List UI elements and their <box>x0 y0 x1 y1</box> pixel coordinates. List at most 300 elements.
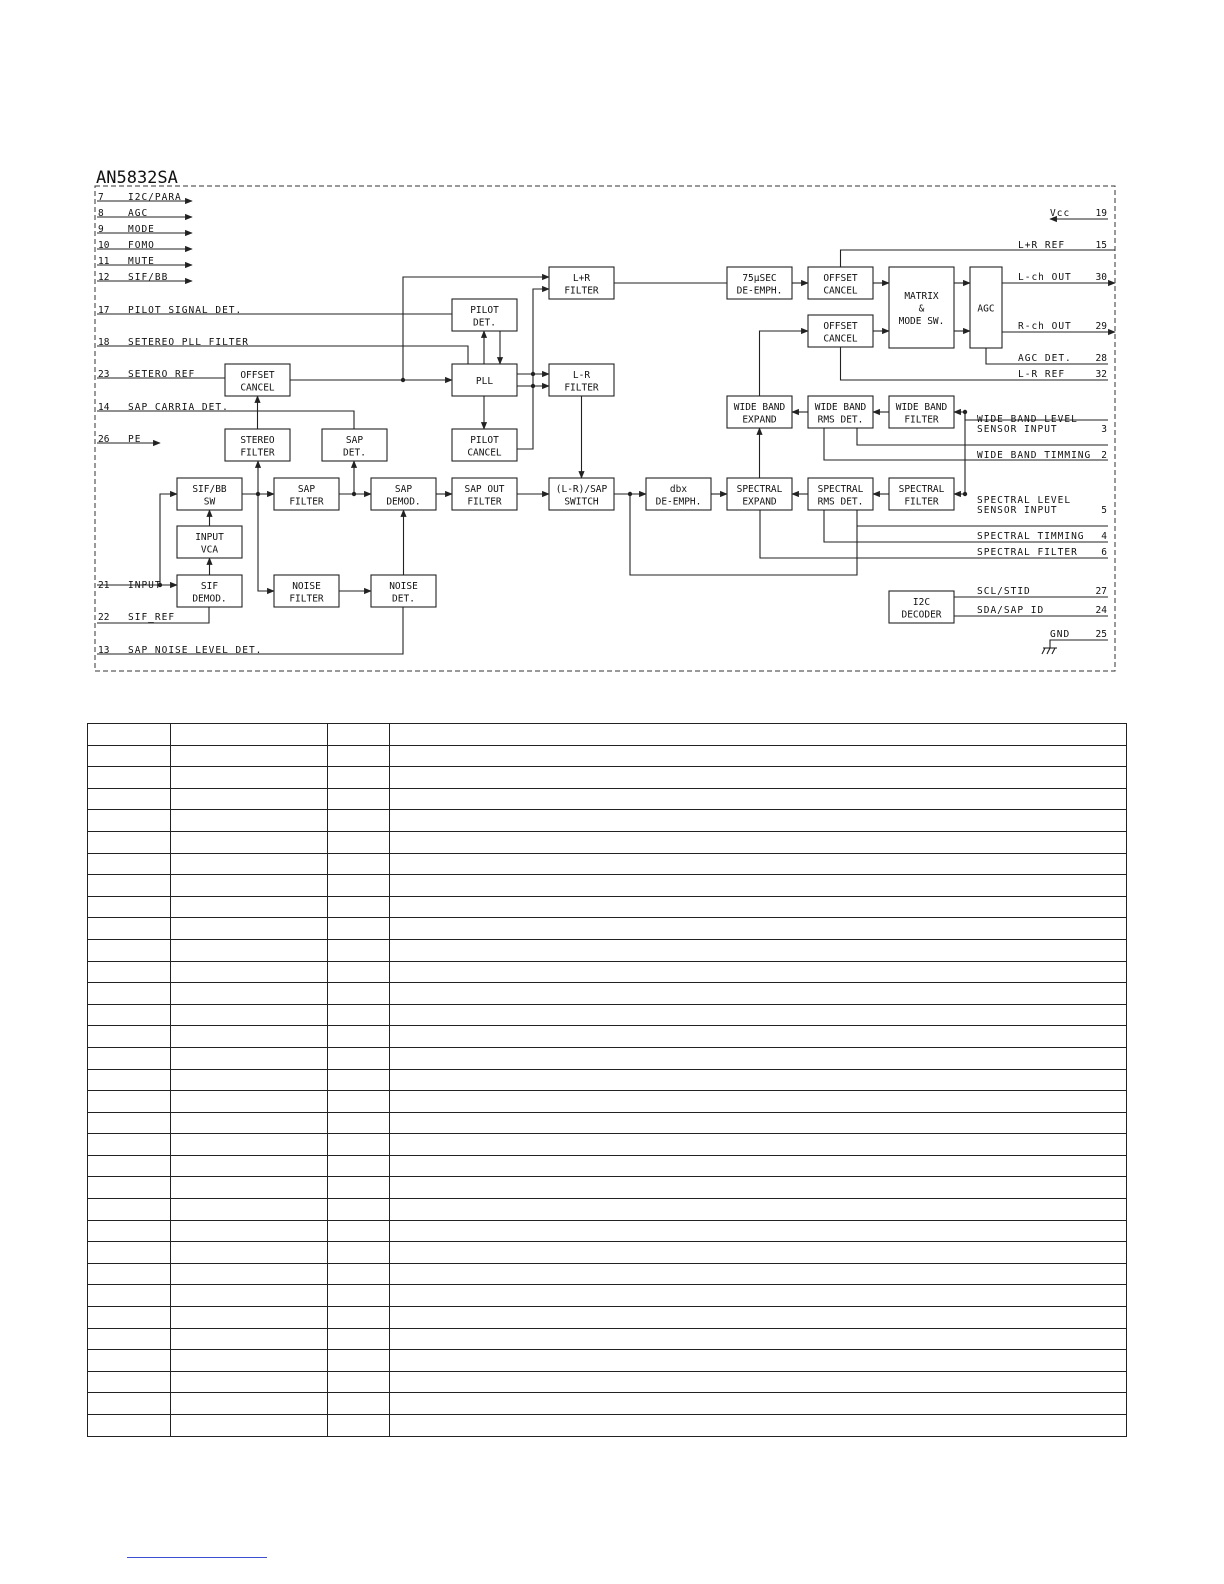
junction-dot <box>963 492 967 496</box>
table-row <box>88 1155 1127 1177</box>
table-cell <box>328 1004 390 1026</box>
table-cell <box>328 1263 390 1285</box>
table-cell <box>88 939 171 961</box>
block-label: CANCEL <box>467 447 502 459</box>
block-label: DE-EMPH. <box>736 285 783 297</box>
table-cell <box>328 939 390 961</box>
table-cell <box>171 724 328 746</box>
block-label: FILTER <box>289 496 324 508</box>
table-cell <box>328 1415 390 1437</box>
pin-number-5: 5 <box>1101 505 1107 516</box>
table-cell <box>171 1285 328 1307</box>
table-cell <box>328 767 390 789</box>
pin-label-8: AGC <box>128 208 149 219</box>
table-cell <box>171 1242 328 1264</box>
block-label: MATRIX <box>904 291 939 302</box>
table-cell <box>328 1112 390 1134</box>
table-row <box>88 1112 1127 1134</box>
pin-number-27: 27 <box>1095 586 1107 597</box>
table-cell <box>328 1091 390 1113</box>
block-label: (L-R)/SAP <box>555 483 608 495</box>
block-label: FILTER <box>289 593 324 605</box>
table-cell <box>171 1155 328 1177</box>
table-cell <box>328 875 390 897</box>
table-cell <box>171 1415 328 1437</box>
table-cell <box>328 1393 390 1415</box>
pin-number-32: 32 <box>1095 369 1107 380</box>
pin-label-28: AGC DET. <box>1018 353 1072 364</box>
pin-label-32: L-R REF <box>1018 369 1066 380</box>
table-row <box>88 1047 1127 1069</box>
block-i2c-decoder <box>889 591 954 623</box>
table-row <box>88 875 1127 897</box>
block-label: CANCEL <box>823 285 858 297</box>
block-label: SAP <box>297 483 316 495</box>
table-cell <box>328 983 390 1005</box>
block-label: FILTER <box>240 447 275 459</box>
pin-number-3: 3 <box>1101 424 1107 435</box>
block-label: NOISE <box>292 580 321 592</box>
block-sap-filter <box>274 478 339 510</box>
table-cell <box>171 810 328 832</box>
table-cell <box>88 724 171 746</box>
block-label: DECODER <box>901 609 942 621</box>
table-cell <box>171 918 328 940</box>
table-row <box>88 1371 1127 1393</box>
block-label: WIDE BAND <box>895 401 948 413</box>
pin-number-26: 26 <box>98 434 110 445</box>
table-cell <box>328 745 390 767</box>
block-dbx-de-emph <box>646 478 711 510</box>
table-row <box>88 1393 1127 1415</box>
table-cell <box>328 1242 390 1264</box>
block-label: SPECTRAL <box>817 483 864 495</box>
table-cell <box>88 1112 171 1134</box>
table-cell <box>88 1220 171 1242</box>
block-label: SAP <box>394 483 413 495</box>
wire-pin15 <box>841 250 1116 267</box>
table-cell <box>88 1263 171 1285</box>
table-cell <box>88 810 171 832</box>
table-cell <box>328 1047 390 1069</box>
table-cell <box>390 745 1127 767</box>
table-cell <box>171 1069 328 1091</box>
table-cell <box>88 788 171 810</box>
block-pilot-cancel <box>452 429 517 461</box>
table-cell <box>328 724 390 746</box>
pin-label-30: L-ch OUT <box>1018 272 1072 283</box>
table-row <box>88 1004 1127 1026</box>
table-cell <box>328 961 390 983</box>
table-cell <box>390 1242 1127 1264</box>
table-cell <box>171 1091 328 1113</box>
block-diagram <box>0 0 1224 700</box>
pin-label-5: SENSOR INPUT <box>977 505 1058 516</box>
table-cell <box>88 853 171 875</box>
table-cell <box>390 1285 1127 1307</box>
table-cell <box>88 1026 171 1048</box>
block-label: OFFSET <box>240 369 275 381</box>
pin-number-6: 6 <box>1101 547 1107 558</box>
pin-label-21: INPUT <box>128 580 162 591</box>
block-pilot-det <box>452 299 517 331</box>
block-input-vca <box>177 526 242 558</box>
pin-label-11: MUTE <box>128 256 155 267</box>
table-cell <box>88 1328 171 1350</box>
table-cell <box>390 1069 1127 1091</box>
table-cell <box>171 1328 328 1350</box>
table-cell <box>88 1307 171 1329</box>
pin-number-4: 4 <box>1101 531 1107 542</box>
table-cell <box>328 853 390 875</box>
block-matrix-mode-sw <box>889 267 954 348</box>
pin-number-22: 22 <box>98 612 110 623</box>
table-row <box>88 918 1127 940</box>
table-row <box>88 1199 1127 1221</box>
table-cell <box>171 1134 328 1156</box>
pin-label-29: R-ch OUT <box>1018 321 1072 332</box>
table-row <box>88 831 1127 853</box>
block-label: AGC <box>977 303 995 315</box>
table-row <box>88 767 1127 789</box>
block-lr-sap-switch <box>549 478 614 510</box>
block-label: WIDE BAND <box>733 401 786 413</box>
block-label: L-R <box>572 369 591 381</box>
table-cell <box>328 1199 390 1221</box>
table-cell <box>328 1177 390 1199</box>
table-cell <box>390 983 1127 1005</box>
block-noise-filter <box>274 575 339 607</box>
pin-label-5: SPECTRAL LEVEL <box>977 495 1072 506</box>
table-cell <box>328 1069 390 1091</box>
block-de-emph-75 <box>727 267 792 299</box>
pin-number-21: 21 <box>98 580 110 591</box>
table-row <box>88 1069 1127 1091</box>
block-label: PILOT <box>470 434 499 446</box>
block-label: SAP <box>345 434 364 446</box>
table-cell <box>88 1177 171 1199</box>
pin-label-3: SENSOR INPUT <box>977 424 1058 435</box>
block-label: RMS DET. <box>817 414 864 426</box>
table-cell <box>171 767 328 789</box>
table-cell <box>88 896 171 918</box>
block-label: & <box>918 303 925 315</box>
wire-input-to-sw <box>160 494 177 585</box>
table-cell <box>390 1112 1127 1134</box>
pin-label-14: SAP CARRIA DET. <box>128 402 229 413</box>
wire-gnd <box>1050 640 1108 648</box>
table-cell <box>171 745 328 767</box>
table-cell <box>390 1350 1127 1372</box>
table-cell <box>390 1134 1127 1156</box>
table-row <box>88 1091 1127 1113</box>
table-cell <box>390 1004 1127 1026</box>
table-cell <box>390 724 1127 746</box>
table-cell <box>171 1350 328 1372</box>
table-row <box>88 1415 1127 1437</box>
table-cell <box>390 1155 1127 1177</box>
block-spectral-filter <box>889 478 954 510</box>
table-cell <box>88 1393 171 1415</box>
pin-label-27: SCL/STID <box>977 586 1031 597</box>
table-row <box>88 810 1127 832</box>
pin-label-22: SIF_REF <box>128 612 176 623</box>
block-label: SWITCH <box>564 496 599 508</box>
block-label: SPECTRAL <box>898 483 945 495</box>
table-row <box>88 1350 1127 1372</box>
table-cell <box>390 831 1127 853</box>
block-sap-det <box>322 429 387 461</box>
table-row <box>88 961 1127 983</box>
table-cell <box>88 1091 171 1113</box>
table-cell <box>88 1242 171 1264</box>
table-row <box>88 1307 1127 1329</box>
table-cell <box>328 1307 390 1329</box>
pin-number-2: 2 <box>1101 450 1107 461</box>
table-cell <box>171 1047 328 1069</box>
table-cell <box>171 983 328 1005</box>
pin-label-23: SETERO REF <box>128 369 196 380</box>
table-cell <box>328 1328 390 1350</box>
table-cell <box>328 1026 390 1048</box>
table-cell <box>171 1026 328 1048</box>
table-row <box>88 1177 1127 1199</box>
block-label: dbx <box>669 483 688 495</box>
table-row <box>88 896 1127 918</box>
pin-number-25: 25 <box>1095 629 1107 640</box>
pin-label-18: SETEREO PLL FILTER <box>128 337 249 348</box>
table-cell <box>88 875 171 897</box>
table-row <box>88 745 1127 767</box>
table-cell <box>328 1134 390 1156</box>
table-cell <box>390 961 1127 983</box>
table-cell <box>328 831 390 853</box>
pin-number-8: 8 <box>98 208 104 219</box>
pin-number-13: 13 <box>98 645 110 656</box>
table-cell <box>171 1263 328 1285</box>
footer-link-underline <box>127 1557 267 1558</box>
table-cell <box>171 1177 328 1199</box>
block-label: OFFSET <box>823 320 858 332</box>
table-cell <box>88 1134 171 1156</box>
pin-number-9: 9 <box>98 224 104 235</box>
table-cell <box>171 831 328 853</box>
pin-number-19: 19 <box>1095 208 1107 219</box>
table-cell <box>171 1004 328 1026</box>
table-cell <box>328 1220 390 1242</box>
wire-pilotcancel-lrplus <box>517 289 549 449</box>
block-label: DEMOD. <box>192 593 227 605</box>
block-label: DEMOD. <box>386 496 421 508</box>
table-cell <box>390 1371 1127 1393</box>
block-label: FILTER <box>904 496 939 508</box>
block-label: FILTER <box>564 382 599 394</box>
table-cell <box>328 1371 390 1393</box>
pin-number-14: 14 <box>98 402 110 413</box>
pin-label-12: SIF/BB <box>128 272 169 283</box>
table-cell <box>328 810 390 832</box>
table-row <box>88 853 1127 875</box>
table-cell <box>171 788 328 810</box>
table-row <box>88 1026 1127 1048</box>
table-cell <box>328 1350 390 1372</box>
block-label: OFFSET <box>823 272 858 284</box>
pin-label-25: GND <box>1050 629 1071 640</box>
block-spectral-rms-det <box>808 478 873 510</box>
block-label: DET. <box>473 317 496 329</box>
block-label: SW <box>203 496 216 508</box>
block-label: RMS DET. <box>817 496 864 508</box>
table-cell <box>88 983 171 1005</box>
wire-wbexp-offset <box>760 331 809 396</box>
pin-label-7: I2C/PARA <box>128 192 182 203</box>
block-label: SPECTRAL <box>736 483 783 495</box>
pin-number-24: 24 <box>1095 605 1107 616</box>
table-cell <box>171 1371 328 1393</box>
block-sap-demod <box>371 478 436 510</box>
pin-number-18: 18 <box>98 337 110 348</box>
pin-label-15: L+R REF <box>1018 240 1066 251</box>
ground-symbol-icon <box>1042 648 1057 654</box>
table-row <box>88 1220 1127 1242</box>
wire-sw-noisefilter <box>258 494 274 591</box>
pin-number-12: 12 <box>98 272 110 283</box>
table-cell <box>171 1199 328 1221</box>
block-label: SAP OUT <box>464 483 505 495</box>
table-cell <box>390 1328 1127 1350</box>
table-cell <box>390 853 1127 875</box>
table-row <box>88 1263 1127 1285</box>
table-cell <box>390 1263 1127 1285</box>
table-cell <box>171 1307 328 1329</box>
block-label: FILTER <box>904 414 939 426</box>
pin-number-30: 30 <box>1095 272 1107 283</box>
table-cell <box>328 1285 390 1307</box>
table-row <box>88 724 1127 746</box>
table-cell <box>88 1069 171 1091</box>
table-cell <box>390 1047 1127 1069</box>
block-lr-minus-filter <box>549 364 614 396</box>
pin-number-15: 15 <box>1095 240 1107 251</box>
table-cell <box>88 918 171 940</box>
table-cell <box>390 810 1127 832</box>
pin-label-3: WIDE BAND LEVEL <box>977 414 1078 425</box>
block-offset-cancel-mid <box>808 315 873 347</box>
wire-stereo-pll-filter <box>97 346 468 364</box>
pin-number-7: 7 <box>98 192 104 203</box>
table-cell <box>88 1371 171 1393</box>
table-cell <box>328 788 390 810</box>
pin-label-10: FOMO <box>128 240 155 251</box>
block-label: STEREO <box>240 434 275 446</box>
block-wide-band-rms-det <box>808 396 873 428</box>
block-label: EXPAND <box>742 414 777 426</box>
pin-label-4: SPECTRAL TIMMING <box>977 531 1085 542</box>
pin-label-19: Vcc <box>1050 208 1071 219</box>
table-cell <box>171 875 328 897</box>
block-label: DE-EMPH. <box>655 496 702 508</box>
block-label: PLL <box>475 376 494 387</box>
block-agc <box>970 267 1002 348</box>
table-cell <box>390 1091 1127 1113</box>
table-cell <box>171 853 328 875</box>
table-cell <box>390 875 1127 897</box>
table-row <box>88 1328 1127 1350</box>
block-label: WIDE BAND <box>814 401 867 413</box>
block-label: DET. <box>343 447 366 459</box>
block-offset-cancel-left <box>225 364 290 396</box>
block-wide-band-expand <box>727 396 792 428</box>
block-label: L+R <box>572 272 591 284</box>
table-cell <box>390 1220 1127 1242</box>
table-cell <box>390 1393 1127 1415</box>
block-label: FILTER <box>564 285 599 297</box>
table-row <box>88 983 1127 1005</box>
table-cell <box>88 1199 171 1221</box>
wire-sap-carria-det <box>97 411 354 429</box>
table-cell <box>390 918 1127 940</box>
table-row <box>88 1242 1127 1264</box>
table-cell <box>328 1155 390 1177</box>
block-lr-plus-filter <box>549 267 614 299</box>
table-row <box>88 939 1127 961</box>
table-cell <box>328 896 390 918</box>
table-cell <box>390 767 1127 789</box>
pin-label-13: SAP NOISE LEVEL DET. <box>128 645 263 656</box>
pin-label-17: PILOT SIGNAL DET. <box>128 305 243 316</box>
block-stereo-filter <box>225 429 290 461</box>
table-cell <box>390 1307 1127 1329</box>
block-spectral-expand <box>727 478 792 510</box>
block-label: CANCEL <box>240 382 275 394</box>
table-cell <box>171 961 328 983</box>
block-sap-out-filter <box>452 478 517 510</box>
table-cell <box>88 831 171 853</box>
table-cell <box>171 939 328 961</box>
table-cell <box>390 788 1127 810</box>
block-label: CANCEL <box>823 333 858 345</box>
pin-number-23: 23 <box>98 369 110 380</box>
block-label: EXPAND <box>742 496 777 508</box>
block-sif-demod <box>177 575 242 607</box>
table-row <box>88 788 1127 810</box>
pin-number-11: 11 <box>98 256 110 267</box>
table-cell <box>390 939 1127 961</box>
block-label: VCA <box>200 544 219 556</box>
block-wide-band-filter <box>889 396 954 428</box>
block-label: NOISE <box>389 580 418 592</box>
block-label: SIF <box>200 580 219 592</box>
block-offset-cancel-top <box>808 267 873 299</box>
table-cell <box>88 1047 171 1069</box>
block-label: SIF/BB <box>192 483 227 495</box>
pin-description-table <box>87 723 1127 1437</box>
table-cell <box>88 961 171 983</box>
block-pll <box>452 364 517 396</box>
table-cell <box>88 1155 171 1177</box>
table-cell <box>390 896 1127 918</box>
table-cell <box>390 1026 1127 1048</box>
pin-label-9: MODE <box>128 224 155 235</box>
block-label: DET. <box>392 593 415 605</box>
table-cell <box>88 1285 171 1307</box>
block-label: INPUT <box>195 531 224 543</box>
table-cell <box>171 896 328 918</box>
table-cell <box>171 1220 328 1242</box>
table-cell <box>390 1415 1127 1437</box>
table-row <box>88 1285 1127 1307</box>
block-noise-det <box>371 575 436 607</box>
